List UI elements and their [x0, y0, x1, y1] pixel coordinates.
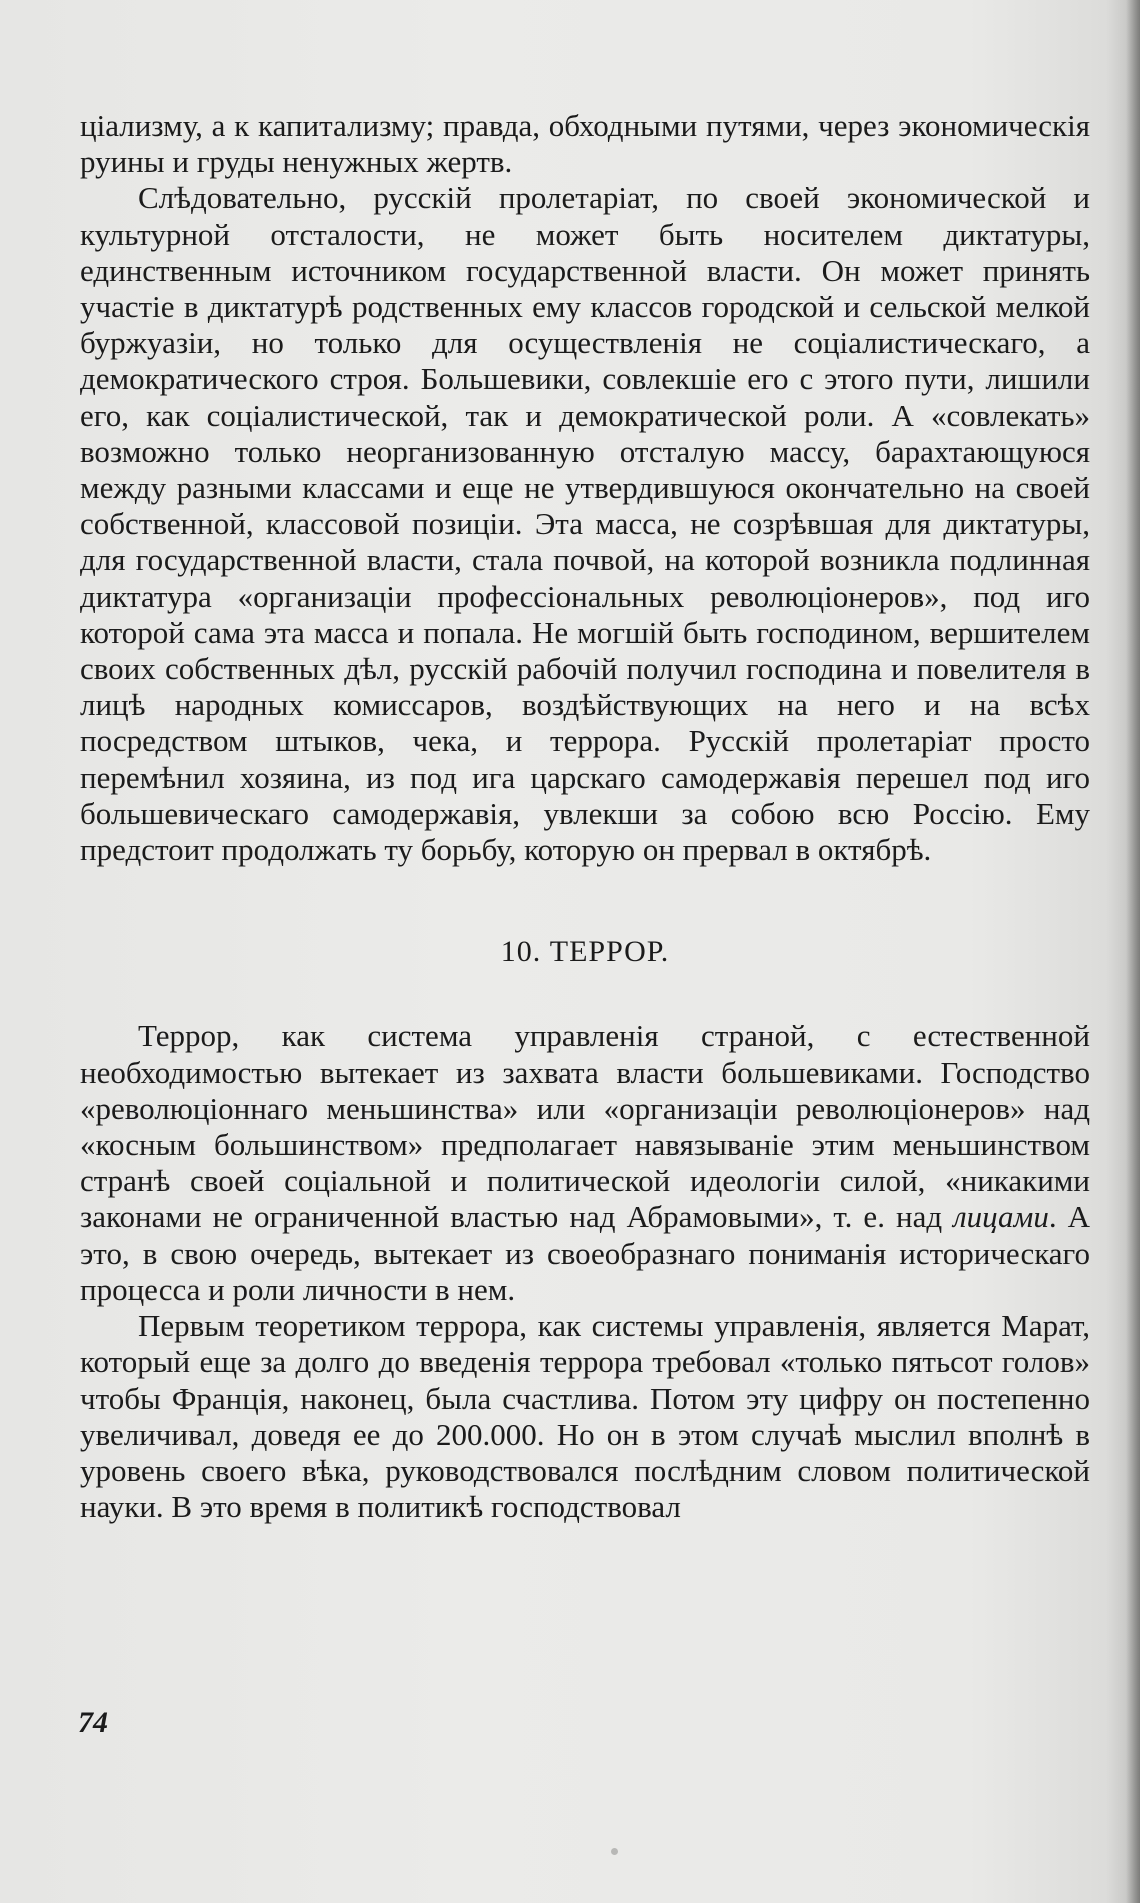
page-text — [80, 108, 1090, 1525]
paper-speck — [611, 1848, 618, 1855]
paragraph-continuation: ціализму, а к капитализму; правда, обходными путями, через экономическія руины и груды ненужных жертв. — [80, 108, 1090, 180]
paragraph-proletariat: Слѣдовательно, русскій пролетаріат, по своей экономической и культурной отсталости, не может быть носителем диктатуры, единственным источником государственной власти. Он может принять участіе в диктатурѣ родственных ему классов городской и сельской мелкой буржуазіи, но только для осуществленія не соціалистическаго, а демократического строя. Большевики, совлекшіе его с этого пути, лишили его, как соціалистической, так и демократической роли. А «совлекать» возможно только неорганизованную отсталую массу, барахтающуюся между разными классами и еще не утвердившуюся окончательно на своей собственной, классовой позиціи. Эта масса, не созрѣвшая для диктатуры, для государственной власти, стала почвой, на которой возникла подлинная диктатура «организаціи профессіональных революціонеров», под иго которой сама эта масса и попала. Не могшій быть господином, вершителем своих собственных дѣл, русскій рабочій получил господина и повелителя в лицѣ народных комиссаров, воздѣйствующих на него и на всѣх посредством штыков, чека, и террора. Русскій пролетаріат просто перемѣнил хозяина, из под ига царскаго самодержавія перешел под иго большевическаго самодержавія, увлекши за собою всю Россію. Ему предстоит продолжать ту борьбу, которую он прервал в октябрѣ. — [80, 180, 1090, 868]
paragraph-marat: Первым теоретиком террора, как системы управленія, является Марат, который еще за долго до введенія террора требовал «только пятьсот голов» чтобы Франція, наконец, была счастлива. Потом эту цифру он постепенно увеличивал, доведя ее до 200.000. Но он в этом случаѣ мыслил вполнѣ в уровень своего вѣка, руководствовался послѣдним словом политической науки. В это время в политикѣ господствовал — [80, 1308, 1090, 1525]
page-edge-shadow — [1126, 0, 1140, 1903]
emphasis-litsami: лицами — [953, 1199, 1049, 1235]
paragraph-terror-system — [80, 1018, 1090, 1308]
paragraph-terror-system-end: . А это, в свою очередь, вытекает из своеобразнаго пониманія историческаго процесса и роли личности в нем. — [80, 1199, 1090, 1307]
page-number: 74 — [78, 1706, 108, 1739]
section-heading: 10. ТЕРРОР. — [500, 935, 670, 969]
paragraph-terror-system-start: Террор, как система управленія страной, с естественной необходимостью вытекает из захвата власти большевиками. Господство «революціоннаго меньшинства» или «организаціи революціонеров» над «косным большинством» предполагает навязываніе этим меньшинством странѣ своей соціальной и политической идеологіи силой, «никакими законами не ограниченной властью над Абрамовыми», т. е. над — [80, 1018, 1090, 1235]
